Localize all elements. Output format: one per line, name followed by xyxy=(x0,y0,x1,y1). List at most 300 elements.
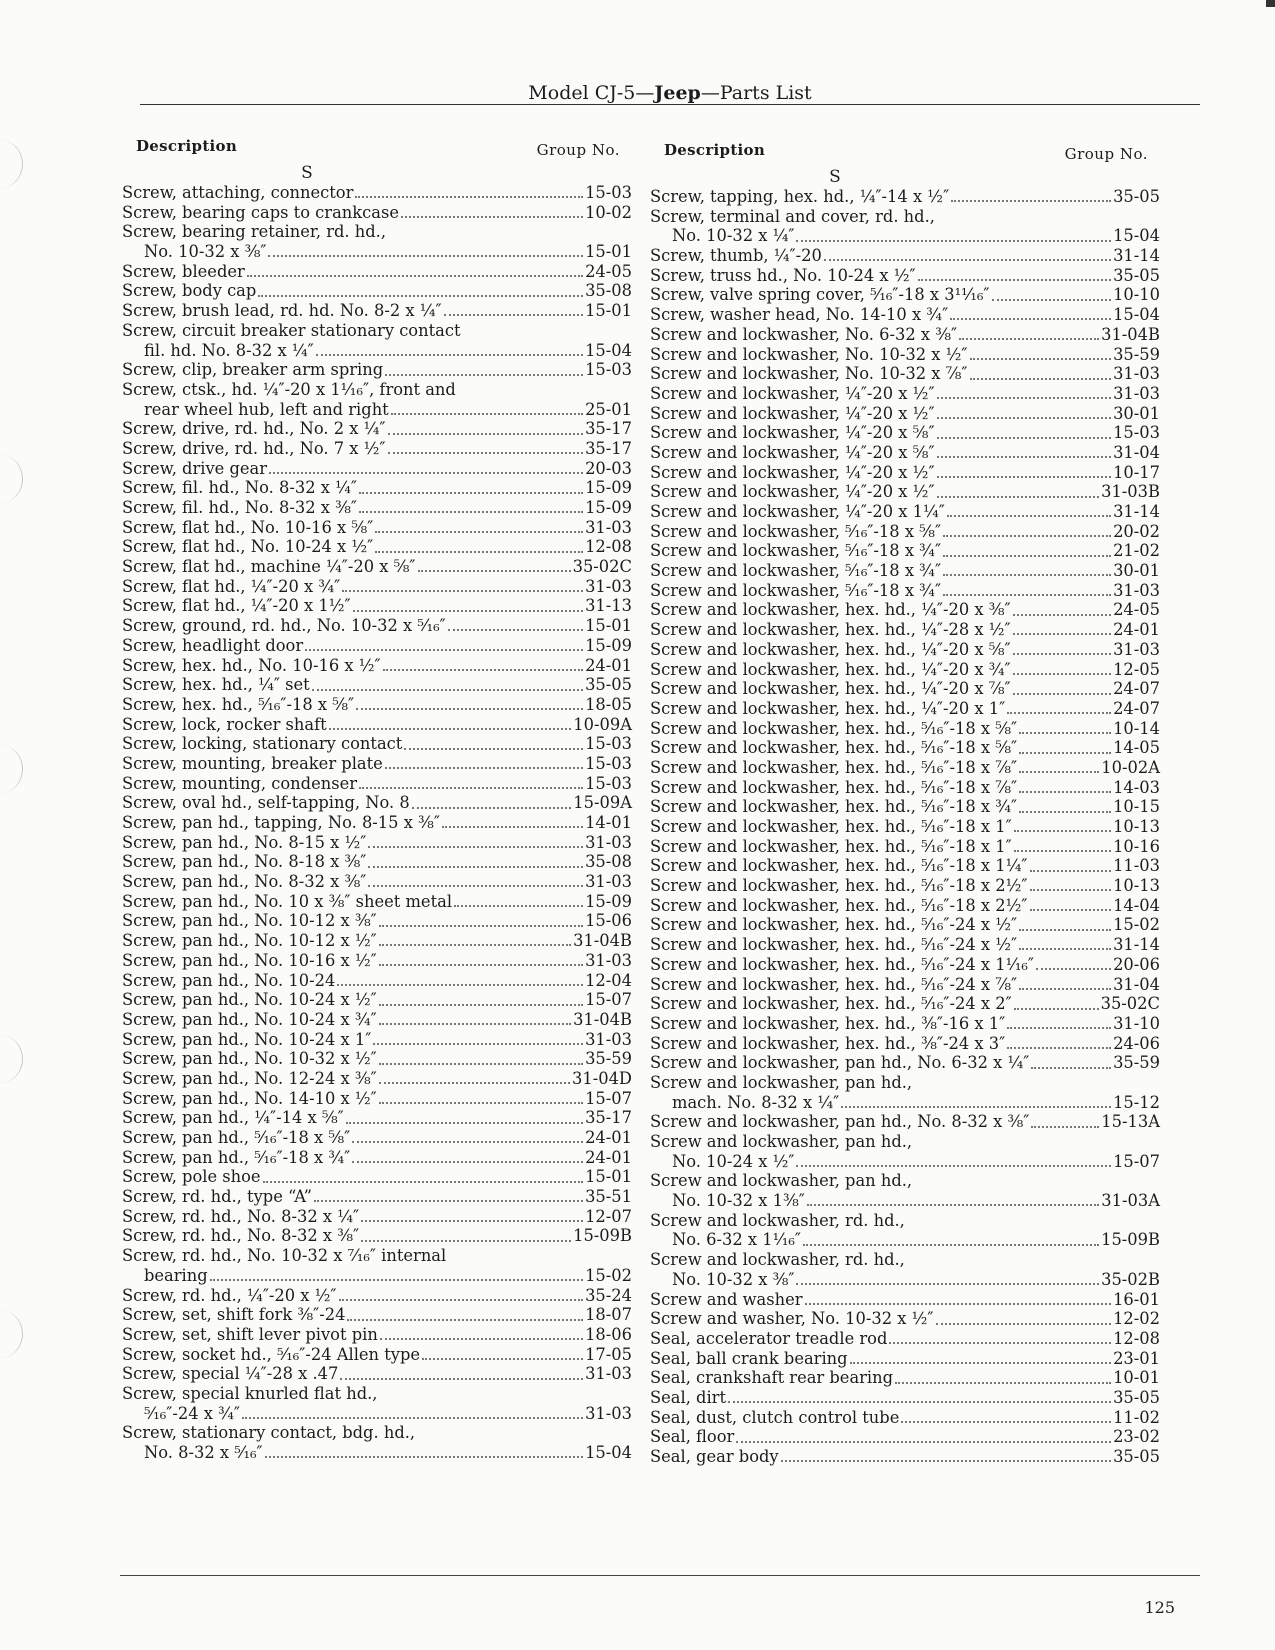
parts-list-entry xyxy=(122,518,632,538)
dot-leader xyxy=(379,925,583,927)
part-description: Screw, tapping, hex. hd., ¼″-14 x ½″ xyxy=(650,187,950,206)
left-column xyxy=(122,137,632,1463)
part-description: Screw and lockwasher, hex. hd., ⁵⁄₁₆″-18 x ⅞″ xyxy=(650,757,1018,777)
dot-leader xyxy=(951,200,1111,202)
footer-rule xyxy=(120,1575,1200,1576)
parts-list-entry xyxy=(122,656,632,676)
group-number: 15-09 xyxy=(585,498,632,517)
parts-list-entry xyxy=(650,226,1160,246)
parts-list-entry xyxy=(122,360,632,380)
group-number: 15-03 xyxy=(585,183,632,202)
dot-leader xyxy=(970,378,1112,380)
part-description: Screw and lockwasher, hex. hd., ¼″-20 x ⅝″ xyxy=(650,639,1011,659)
part-description: Screw and lockwasher, pan hd., No. 8-32 x ⅜″ xyxy=(650,1112,1030,1132)
parts-list-entry xyxy=(650,1034,1160,1054)
parts-list-entry xyxy=(650,778,1160,798)
part-description: Screw, flat hd., No. 10-24 x ½″ xyxy=(122,537,374,557)
dot-leader xyxy=(1014,830,1111,832)
group-number: 21-02 xyxy=(1113,541,1160,561)
group-number: 15-07 xyxy=(1113,1151,1160,1171)
group-number: 35-05 xyxy=(1113,187,1160,206)
dot-leader xyxy=(418,570,571,572)
parts-list-entry xyxy=(650,640,1160,660)
group-number: 31-04 xyxy=(1113,442,1160,462)
dot-leader xyxy=(422,1358,583,1360)
dot-leader xyxy=(352,1141,583,1143)
group-number: 31-03B xyxy=(1101,482,1160,502)
dot-leader xyxy=(268,255,583,257)
part-description: Screw, special knurled flat hd., xyxy=(122,1383,378,1403)
group-number: 31-03 xyxy=(585,1029,632,1049)
right-column-header xyxy=(650,137,1160,167)
dot-leader xyxy=(781,1460,1111,1462)
parts-list-entry xyxy=(122,222,632,242)
parts-list-entry xyxy=(650,797,1160,817)
group-number: 18-05 xyxy=(585,694,632,714)
parts-list-entry xyxy=(122,931,632,951)
parts-list-entry xyxy=(122,439,632,459)
part-description: Screw and lockwasher, hex. hd., ⅜″-24 x 3″ xyxy=(650,1033,1006,1053)
page-header xyxy=(140,82,1200,104)
group-number: 35-51 xyxy=(585,1187,632,1207)
part-description: Seal, gear body xyxy=(650,1447,779,1466)
parts-list-entry xyxy=(122,478,632,498)
group-number: 31-14 xyxy=(1113,935,1160,955)
parts-list-entry xyxy=(122,1167,632,1187)
parts-list-entry xyxy=(650,1290,1160,1310)
dot-leader xyxy=(352,1161,583,1163)
dot-leader xyxy=(375,531,583,533)
part-description: ⁵⁄₁₆″-24 x ¾″ xyxy=(144,1403,240,1423)
parts-list-entry xyxy=(650,1230,1160,1250)
part-description: Screw, valve spring cover, ⁵⁄₁₆″-18 x 3¹¹⁄₁₆″ xyxy=(650,285,990,305)
parts-list-entry xyxy=(122,616,632,636)
dot-leader xyxy=(359,492,583,494)
group-number: 31-03 xyxy=(1113,580,1160,600)
parts-list-entry xyxy=(122,1384,632,1404)
dot-leader xyxy=(448,629,583,631)
part-description: Screw and lockwasher, No. 6-32 x ⅜″ xyxy=(650,324,958,344)
part-description: Screw, bearing retainer, rd. hd., xyxy=(122,222,387,242)
dot-leader xyxy=(342,590,583,592)
group-number: 15-09B xyxy=(573,1226,632,1246)
dot-leader xyxy=(901,1421,1111,1423)
parts-list-entry xyxy=(650,758,1160,778)
dot-leader xyxy=(1030,909,1112,911)
part-description: Screw, ground, rd. hd., No. 10-32 x ⁵⁄₁₆″ xyxy=(122,616,446,636)
group-number: 31-03A xyxy=(1101,1191,1160,1211)
dot-leader xyxy=(1013,673,1111,675)
part-description: Screw and lockwasher, ¼″-20 x 1¼″ xyxy=(650,502,945,521)
group-number: 31-14 xyxy=(1113,246,1160,266)
parts-list-entry xyxy=(650,1447,1160,1467)
parts-list-entry xyxy=(122,734,632,754)
parts-list-entry xyxy=(650,1171,1160,1191)
dot-leader xyxy=(937,476,1112,478)
group-number: 35-59 xyxy=(1113,1053,1160,1073)
dot-leader xyxy=(937,496,1100,498)
parts-list-entry xyxy=(650,620,1160,640)
part-description: Screw, ctsk., hd. ¼″-20 x 1¹⁄₁₆″, front and xyxy=(122,379,456,399)
part-description: Screw, truss hd., No. 10-24 x ½″ xyxy=(650,265,916,285)
dot-leader xyxy=(359,511,583,513)
dot-leader xyxy=(391,413,583,415)
part-description: Screw and lockwasher, ¼″-20 x ⅝″ xyxy=(650,442,935,462)
right-column xyxy=(650,137,1160,1467)
part-description: Screw and lockwasher, hex. hd., ⁵⁄₁₆″-18 x ⅞″ xyxy=(650,777,1018,797)
binder-hole xyxy=(0,455,23,503)
binder-hole xyxy=(0,140,23,188)
part-description: Screw, circuit breaker stationary contact xyxy=(122,320,461,340)
part-description: Screw and lockwasher, pan hd., xyxy=(650,1132,913,1151)
part-description: Screw and lockwasher, hex. hd., ¼″-20 x ¾″ xyxy=(650,659,1011,679)
part-description: Screw and lockwasher, hex. hd., ⁵⁄₁₆″-18 x 2½″ xyxy=(650,876,1028,896)
parts-list-entry xyxy=(122,813,632,833)
part-description: Screw, pan hd., No. 10 x ⅜″ sheet metal xyxy=(122,891,453,911)
parts-list-entry xyxy=(650,1427,1160,1447)
parts-list-entry xyxy=(650,738,1160,758)
parts-list-entry xyxy=(122,1443,632,1463)
dot-leader xyxy=(1013,633,1111,635)
group-number: 10-13 xyxy=(1113,876,1160,896)
parts-list-entry xyxy=(650,1014,1160,1034)
dot-leader xyxy=(242,1417,583,1419)
part-description: fil. hd. No. 8-32 x ¼″ xyxy=(144,340,314,360)
group-number: 35-02C xyxy=(1100,994,1160,1014)
group-number: 31-10 xyxy=(1113,1013,1160,1033)
parts-list-entry xyxy=(122,892,632,912)
parts-list-entry xyxy=(122,1207,632,1227)
dot-leader xyxy=(970,358,1112,360)
parts-list-entry xyxy=(122,380,632,400)
part-description: Seal, ball crank bearing xyxy=(650,1348,848,1368)
group-number: 10-16 xyxy=(1113,836,1160,856)
parts-list-entry xyxy=(122,833,632,853)
dot-leader xyxy=(210,1279,583,1281)
group-number: 15-03 xyxy=(585,753,632,773)
part-description: Screw, pan hd., No. 10-24 x 1″ xyxy=(122,1029,372,1049)
part-description: Screw, thumb, ¼″-20 xyxy=(650,246,822,266)
group-number: 15-06 xyxy=(585,911,632,931)
dot-leader xyxy=(368,866,583,868)
header-dash: — xyxy=(700,82,720,104)
part-description: Screw and lockwasher, ⁵⁄₁₆″-18 x ¾″ xyxy=(650,561,942,581)
group-no-heading: Group No. xyxy=(1064,145,1148,163)
part-description: Screw and lockwasher, ¼″-20 x ½″ xyxy=(650,462,935,482)
part-description: Screw, rd. hd., No. 8-32 x ⅜″ xyxy=(122,1226,360,1246)
group-number: 35-05 xyxy=(585,675,632,695)
parts-list-entry xyxy=(650,975,1160,995)
dot-leader xyxy=(807,1204,1099,1206)
group-number: 35-59 xyxy=(585,1049,632,1069)
parts-list-entry xyxy=(650,1250,1160,1270)
part-description: Screw, pan hd., No. 14-10 x ½″ xyxy=(122,1088,377,1108)
part-description: Seal, accelerator treadle rod xyxy=(650,1328,888,1348)
group-number: 25-01 xyxy=(585,399,632,419)
dot-leader xyxy=(850,1362,1111,1364)
part-description: No. 10-32 x 1⅜″ xyxy=(672,1191,805,1211)
part-description: Screw, pan hd., No. 10-24 xyxy=(122,970,336,990)
part-description: No. 10-32 x ⅜″ xyxy=(144,242,267,262)
part-description: Screw, fil. hd., No. 8-32 x ¼″ xyxy=(122,478,357,498)
group-number: 14-01 xyxy=(585,813,632,832)
group-number: 20-06 xyxy=(1113,954,1160,974)
group-number: 15-07 xyxy=(585,1088,632,1108)
group-number: 20-03 xyxy=(585,458,632,478)
dot-leader xyxy=(1019,988,1111,990)
part-description: mach. No. 8-32 x ¼″ xyxy=(672,1092,840,1112)
group-number: 18-06 xyxy=(585,1324,632,1344)
dot-leader xyxy=(412,807,572,809)
dot-leader xyxy=(379,964,583,966)
dot-leader xyxy=(796,240,1111,242)
part-description: Seal, floor xyxy=(650,1427,735,1447)
dot-leader xyxy=(314,1200,583,1202)
part-description: No. 10-32 x ¼″ xyxy=(672,226,795,246)
parts-list-entry xyxy=(122,242,632,262)
group-number: 12-08 xyxy=(585,537,632,557)
group-number: 18-07 xyxy=(585,1305,632,1325)
part-description: No. 10-24 x ½″ xyxy=(672,1151,795,1171)
group-number: 35-17 xyxy=(585,419,632,439)
parts-list-entry xyxy=(650,541,1160,561)
group-number: 15-03 xyxy=(585,734,632,754)
part-description: Screw and lockwasher, hex. hd., ⁵⁄₁₆″-24 x 1¹⁄₁₆″ xyxy=(650,954,1035,974)
parts-list-entry xyxy=(122,695,632,715)
parts-list-entry xyxy=(650,856,1160,876)
parts-list-entry xyxy=(122,1128,632,1148)
group-number: 15-09B xyxy=(1101,1230,1160,1250)
header-brand: Jeep xyxy=(654,82,701,104)
group-number: 14-03 xyxy=(1113,777,1160,797)
dot-leader xyxy=(1036,968,1111,970)
part-description: Screw, clip, breaker arm spring xyxy=(122,360,384,380)
group-number: 24-01 xyxy=(585,1147,632,1167)
dot-leader xyxy=(404,748,583,750)
parts-list-entry xyxy=(650,443,1160,463)
part-description: Screw and lockwasher, hex. hd., ¼″-20 x ⅜″ xyxy=(650,600,1011,620)
part-description: Seal, dust, clutch control tube xyxy=(650,1407,900,1427)
group-number: 12-04 xyxy=(585,970,632,990)
part-description: Screw, hex. hd., ⁵⁄₁₆″-18 x ⅝″ xyxy=(122,694,355,714)
parts-list-entry xyxy=(650,305,1160,325)
parts-list-entry xyxy=(122,557,632,577)
group-number: 35-02B xyxy=(1101,1269,1160,1289)
parts-list-entry xyxy=(122,1286,632,1306)
group-number: 35-59 xyxy=(1113,344,1160,364)
group-number: 15-02 xyxy=(1113,915,1160,935)
part-description: Screw, headlight door xyxy=(122,635,304,655)
parts-list-entry xyxy=(650,1349,1160,1369)
group-number: 17-05 xyxy=(585,1344,632,1364)
part-description: Screw, pan hd., No. 10-32 x ½″ xyxy=(122,1049,377,1069)
dot-leader xyxy=(1013,614,1111,616)
dot-leader xyxy=(346,1122,583,1124)
parts-list-entry xyxy=(122,459,632,479)
parts-list-entry xyxy=(650,581,1160,601)
part-description: Screw, mounting, breaker plate xyxy=(122,753,383,773)
group-number: 15-03 xyxy=(1113,423,1160,443)
parts-list-entry xyxy=(122,1423,632,1443)
dot-leader xyxy=(247,275,583,277)
dot-leader xyxy=(356,708,583,710)
group-number: 31-03 xyxy=(585,517,632,537)
group-number: 15-01 xyxy=(585,1167,632,1187)
group-number: 15-04 xyxy=(585,340,632,360)
part-description: Screw, rd. hd., No. 10-32 x ⁷⁄₁₆″ internal xyxy=(122,1246,447,1266)
header-model: Model CJ-5 xyxy=(528,82,636,104)
parts-list-entry xyxy=(122,1030,632,1050)
part-description: Seal, crankshaft rear bearing xyxy=(650,1368,894,1388)
header-dash: — xyxy=(635,82,655,104)
section-letter: S xyxy=(301,163,313,183)
dot-leader xyxy=(805,1303,1112,1305)
left-entry-list xyxy=(122,183,632,1463)
group-number: 31-03 xyxy=(585,1403,632,1423)
dot-leader xyxy=(1013,693,1111,695)
part-description: Screw and lockwasher, hex. hd., ⁵⁄₁₆″-18 x 1″ xyxy=(650,836,1012,856)
dot-leader xyxy=(1030,889,1112,891)
binder-hole xyxy=(0,745,23,793)
part-description: Screw and lockwasher, pan hd., No. 6-32 x ¼″ xyxy=(650,1053,1030,1073)
part-description: Screw, drive gear xyxy=(122,458,268,478)
parts-list-entry xyxy=(650,876,1160,896)
part-description: Screw, rd. hd., No. 8-32 x ¼″ xyxy=(122,1206,360,1226)
group-number: 24-05 xyxy=(585,261,632,281)
part-description: Screw and lockwasher, hex. hd., ⁵⁄₁₆″-18 x ⅝″ xyxy=(650,738,1018,758)
group-number: 10-14 xyxy=(1113,718,1160,738)
group-number: 24-01 xyxy=(585,1128,632,1147)
group-number: 31-04B xyxy=(573,931,632,951)
dot-leader xyxy=(943,555,1111,557)
parts-list-entry xyxy=(122,1404,632,1424)
scan-corner-mark xyxy=(1266,0,1275,7)
dot-leader xyxy=(361,1220,583,1222)
parts-list-entry xyxy=(122,636,632,656)
dot-leader xyxy=(1007,712,1111,714)
parts-list-entry xyxy=(122,1089,632,1109)
parts-list-entry xyxy=(650,1191,1160,1211)
parts-list-entry xyxy=(650,285,1160,305)
group-number: 30-01 xyxy=(1113,403,1160,423)
group-number: 15-03 xyxy=(585,360,632,380)
group-number: 31-03 xyxy=(585,576,632,596)
dot-leader xyxy=(943,594,1111,596)
dot-leader xyxy=(368,846,583,848)
group-number: 10-02A xyxy=(1101,757,1160,777)
parts-list-entry xyxy=(650,1329,1160,1349)
parts-list-entry xyxy=(122,715,632,735)
group-number: 31-03 xyxy=(585,832,632,852)
parts-list-entry xyxy=(650,345,1160,365)
group-number: 12-02 xyxy=(1113,1309,1160,1329)
description-heading: Description xyxy=(136,137,238,155)
parts-list-entry xyxy=(122,872,632,892)
parts-list-entry xyxy=(650,1408,1160,1428)
part-description: Screw, flat hd., machine ¼″-20 x ⅝″ xyxy=(122,557,416,577)
dot-leader xyxy=(937,437,1112,439)
part-description: Screw and lockwasher, hex. hd., ⁵⁄₁₆″-24 x 2″ xyxy=(650,994,1012,1014)
group-number: 31-03 xyxy=(585,950,632,970)
dot-leader xyxy=(340,1378,583,1380)
part-description: Screw and lockwasher, hex. hd., ⁵⁄₁₆″-18 x ¾″ xyxy=(650,797,1018,817)
parts-list-entry xyxy=(650,1053,1160,1073)
part-description: Screw and lockwasher, ⁵⁄₁₆″-18 x ⅝″ xyxy=(650,521,942,541)
parts-list-entry xyxy=(122,1148,632,1168)
parts-list-entry xyxy=(122,281,632,301)
part-description: Screw, rd. hd., type “A” xyxy=(122,1187,312,1207)
part-description: Screw and lockwasher, ¼″-20 x ⅝″ xyxy=(650,423,935,443)
parts-list-entry xyxy=(122,1246,632,1266)
dot-leader xyxy=(379,1004,583,1006)
dot-leader xyxy=(950,318,1111,320)
dot-leader xyxy=(265,1456,583,1458)
parts-list-entry xyxy=(122,419,632,439)
group-number: 23-02 xyxy=(1113,1427,1160,1447)
parts-list-entry xyxy=(650,404,1160,424)
dot-leader xyxy=(368,885,583,887)
part-description: Screw, pan hd., No. 10-16 x ½″ xyxy=(122,950,377,970)
dot-leader xyxy=(1007,1047,1111,1049)
group-number: 31-03 xyxy=(1113,383,1160,403)
parts-list-entry xyxy=(650,325,1160,345)
part-description: Screw and lockwasher, pan hd., xyxy=(650,1171,913,1191)
parts-list-entry xyxy=(650,1073,1160,1093)
dot-leader xyxy=(401,216,583,218)
dot-leader xyxy=(379,1102,583,1104)
part-description: Screw, pan hd., ⁵⁄₁₆″-18 x ⅝″ xyxy=(122,1128,351,1147)
parts-list-entry xyxy=(122,1226,632,1246)
part-description: Screw, stationary contact, bdg. hd., xyxy=(122,1423,416,1443)
header-title: Parts List xyxy=(719,82,812,104)
parts-list-entry xyxy=(122,301,632,321)
dot-leader xyxy=(1014,850,1111,852)
header-rule xyxy=(140,104,1200,105)
dot-leader xyxy=(937,397,1112,399)
parts-list-entry xyxy=(650,1112,1160,1132)
part-description: Screw, fil. hd., No. 8-32 x ⅜″ xyxy=(122,498,357,517)
parts-list-entry xyxy=(650,482,1160,502)
group-number: 15-04 xyxy=(1113,305,1160,325)
part-description: Screw and lockwasher, No. 10-32 x ½″ xyxy=(650,344,968,364)
group-number: 15-01 xyxy=(585,616,632,636)
dot-leader xyxy=(258,295,583,297)
group-number: 10-09A xyxy=(573,714,632,734)
part-description: bearing xyxy=(144,1265,208,1285)
parts-list-entry xyxy=(122,1187,632,1207)
section-letter: S xyxy=(829,167,841,187)
dot-leader xyxy=(339,1299,584,1301)
dot-leader xyxy=(385,374,583,376)
parts-list-entry xyxy=(650,561,1160,581)
part-description: Screw, special ¼″-28 x .47 xyxy=(122,1364,339,1384)
group-number: 35-17 xyxy=(585,438,632,458)
group-number: 12-08 xyxy=(1113,1328,1160,1348)
group-number: 24-07 xyxy=(1113,679,1160,699)
part-description: Screw, drive, rd. hd., No. 2 x ¼″ xyxy=(122,419,386,439)
dot-leader xyxy=(1019,771,1099,773)
parts-list-entry xyxy=(650,994,1160,1014)
dot-leader xyxy=(442,826,583,828)
group-number: 15-03 xyxy=(585,773,632,793)
dot-leader xyxy=(1013,653,1111,655)
group-number: 30-01 xyxy=(1113,561,1160,581)
group-number: 24-05 xyxy=(1113,600,1160,620)
dot-leader xyxy=(937,456,1112,458)
parts-list-entry xyxy=(650,699,1160,719)
parts-list-entry xyxy=(650,187,1160,207)
dot-leader xyxy=(803,1244,1099,1246)
